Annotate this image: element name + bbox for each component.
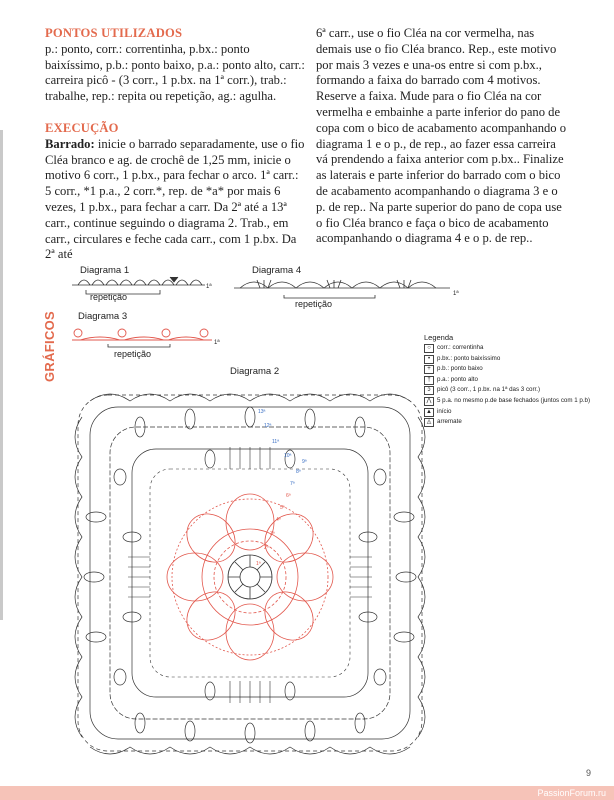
legend-title: Legenda <box>424 333 454 342</box>
diagram4-label: Diagrama 4 <box>252 265 302 276</box>
page-edge-bar <box>0 130 3 620</box>
execucao-paragraph <box>45 137 307 263</box>
diagram3-start: 1ª <box>214 340 220 346</box>
round-label-12: 12ª <box>264 423 272 429</box>
diagram3-repeat-label: repetição <box>114 349 152 359</box>
round-label-3: 3ª <box>270 531 275 537</box>
watermark: PassionForum.ru <box>537 788 606 798</box>
diagram4-repeat-label: repetição <box>295 299 333 309</box>
execucao-title: EXECUÇÃO <box>45 120 119 135</box>
diagram2-chart <box>75 394 425 754</box>
round-label-9: 9ª <box>302 459 307 465</box>
legend-item: ⋀ 5 p.a. no mesmo p.de base fechados (juntos com 1 p.b) <box>424 397 594 406</box>
round-label-4: 4ª <box>276 517 281 523</box>
round-label-6: 6ª <box>286 493 291 499</box>
diagram4-strip <box>234 280 450 298</box>
diagram1-start: 1ª <box>206 284 212 290</box>
round-label-1: 1ª <box>256 561 261 567</box>
legend-item: + p.b.: ponto baixo <box>424 365 594 374</box>
round-label-8: 8ª <box>296 469 301 475</box>
legend-item: • p.bx.: ponto baixíssimo <box>424 355 594 364</box>
legend-item: ◬ arremate <box>424 418 594 427</box>
right-column <box>316 26 568 247</box>
legend-item: † p.a.: ponto alto <box>424 376 594 385</box>
round-label-7: 7ª <box>290 481 295 487</box>
diagram3-label: Diagrama 3 <box>78 311 128 322</box>
diagram1-label: Diagrama 1 <box>80 265 130 276</box>
round-label-13: 13ª <box>258 409 266 415</box>
legend-item: ▲ início <box>424 408 594 417</box>
diagram3-strip <box>72 329 212 340</box>
page-number: 9 <box>585 768 591 778</box>
diagram1-repeat-label: repetição <box>90 292 128 302</box>
footer-bar <box>0 786 614 800</box>
graficos-heading: GRÁFICOS <box>42 310 57 382</box>
round-label-5: 5ª <box>280 505 285 511</box>
diagram2-label: Diagrama 2 <box>230 366 280 377</box>
legend-item: ↄ picô (3 corr., 1 p.bx. na 1ª das 3 corr.) <box>424 386 594 395</box>
pontos-text: p.: ponto, corr.: correntinha, p.bx.: ponto baixíssimo, p.b.: ponto baixo, p.a.: ponto alto, carr.: carreira picô - (3 corr., 1 p.bx. na 1ª corr.), trab.: trabalhe, rep.: repita ou repetição, ag.: agulha. <box>45 41 305 104</box>
diagram4-start: 1ª <box>453 291 459 297</box>
legend-item: ○ corr.: correntinha <box>424 344 594 353</box>
right-text: 6ª carr., use o fio Cléa na cor vermelha, nas demais use o fio Cléa branco. Rep., este motivo por mais 3 vezes e una-os entre si com p.bx., formando a faixa do barrado com 4 motivos. Reserve a faixa. Mude para o fio Cléa na cor vermelha e embainhe a parte inferior do pano de copa com o bico de acabamento acompanhando o diagrama 1 e o p., de rep., ao fazer essa carreira vá prendendo a faixa anterior com p.bx.. Finalize as laterais e parte inferior do barrado com o bico de acabamento acompanhando o diagrama 3 e o p. de rep.. Na parte superior do pano de copa use o fio Cléa branco e faça o bico de acabamento acompanhando o diagrama 4 e o p. de rep.. <box>316 26 567 246</box>
pontos-title: PONTOS UTILIZADOS <box>45 26 183 40</box>
legend <box>424 333 594 429</box>
barrado-label: Barrado: <box>45 136 95 151</box>
left-column <box>45 26 307 263</box>
round-label-2: 2ª <box>264 545 269 551</box>
execucao-text: inicie o barrado separadamente, use o fio Cléa branco e ag. de crochê de 1,25 mm, inicie o motivo 6 corr., 1 p.bx., para fechar o arco. 1ª carr.: 5 corr., *1 p.a., 2 corr.*, rep. de *a* por mais 6 vezes, 1 p.bx., para fechar a carr. Da 2ª até a 13ª carr., continue seguindo o diagrama 2. Trab., em carr., circulares e feche cada carr., com 1 p.bx. Da 2ª até <box>45 136 305 262</box>
red-flower <box>167 494 333 660</box>
round-label-11: 11ª <box>272 439 280 445</box>
round-label-10: 10ª <box>284 453 292 459</box>
